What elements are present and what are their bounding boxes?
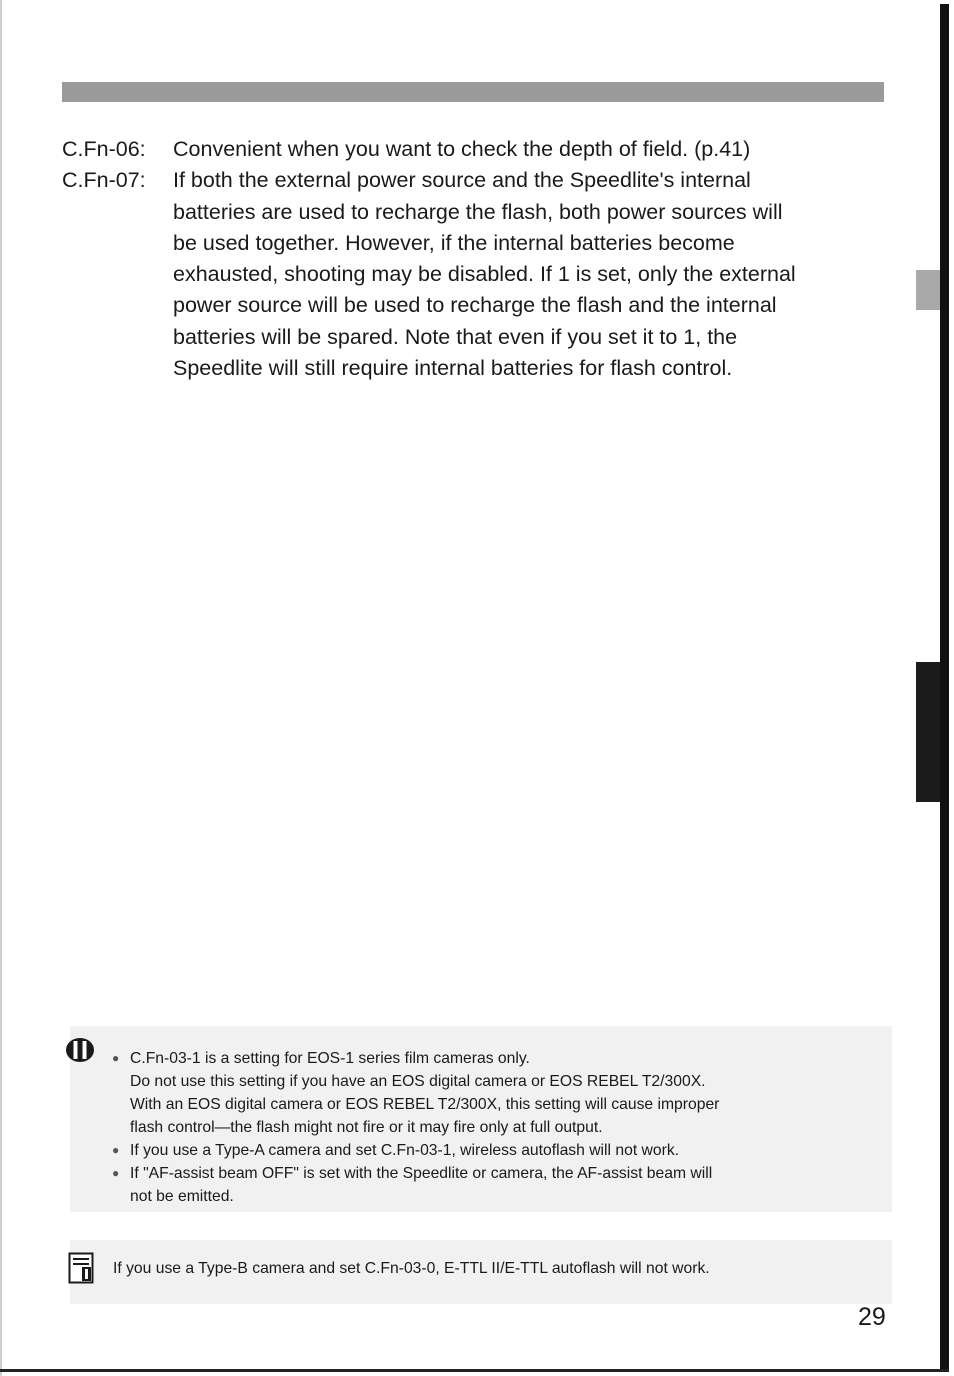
caution-item	[110, 1162, 880, 1208]
custom-function-list	[62, 134, 892, 384]
page-left-edge	[0, 0, 2, 1376]
description-line: exhausted, shooting may be disabled. If 1 is set, only the external	[173, 262, 796, 287]
caution-item	[110, 1047, 880, 1139]
description-line: If both the external power source and the Speedlite's internal	[173, 168, 751, 193]
header-bar	[62, 82, 884, 102]
caution-line: If you use a Type-A camera and set C.Fn-03-1, wireless autoflash will not work.	[130, 1142, 680, 1159]
caution-item	[110, 1139, 880, 1162]
page-bottom-edge	[0, 1369, 949, 1372]
page-right-edge	[940, 4, 949, 1370]
caution-line: flash control—the flash might not fire or it may fire only at full output.	[130, 1119, 603, 1136]
caution-icon	[62, 1036, 98, 1064]
memo-text: If you use a Type-B camera and set C.Fn-03-0, E-TTL II/E-TTL autoflash will not work.	[113, 1260, 710, 1277]
caution-line: If "AF-assist beam OFF" is set with the Speedlite or camera, the AF-assist beam will	[130, 1165, 713, 1182]
caution-line: Do not use this setting if you have an EOS digital camera or EOS REBEL T2/300X.	[130, 1073, 706, 1090]
function-code: C.Fn-07:	[62, 168, 146, 193]
description-line: Convenient when you want to check the depth of field. (p.41)	[173, 137, 751, 161]
bullet-icon: ●	[112, 1166, 120, 1180]
function-code: C.Fn-06:	[62, 137, 146, 161]
caution-list	[110, 1047, 880, 1208]
description-line: batteries are used to recharge the flash, both power sources will	[173, 199, 783, 224]
description-line: Speedlite will still require internal batteries for flash control.	[173, 356, 733, 381]
caution-line: not be emitted.	[130, 1188, 234, 1205]
bullet-icon: ●	[112, 1143, 120, 1157]
function-description	[173, 134, 892, 165]
custom-function-item	[62, 134, 892, 165]
custom-function-item	[62, 165, 892, 384]
memo-icon	[68, 1252, 94, 1284]
caution-line: With an EOS digital camera or EOS REBEL T2/300X, this setting will cause improper	[130, 1096, 720, 1113]
description-line: power source will be used to recharge the flash and the internal	[173, 293, 777, 318]
page-number: 29	[858, 1303, 886, 1331]
section-tab-dark	[916, 662, 940, 802]
description-line: batteries will be spared. Note that even if you set it to 1, the	[173, 324, 738, 349]
function-description	[173, 165, 892, 384]
description-line: be used together. However, if the internal batteries become	[173, 230, 735, 255]
bullet-icon: ●	[112, 1051, 120, 1065]
caution-line: C.Fn-03-1 is a setting for EOS-1 series film cameras only.	[130, 1050, 530, 1067]
section-tab-light	[916, 270, 940, 310]
